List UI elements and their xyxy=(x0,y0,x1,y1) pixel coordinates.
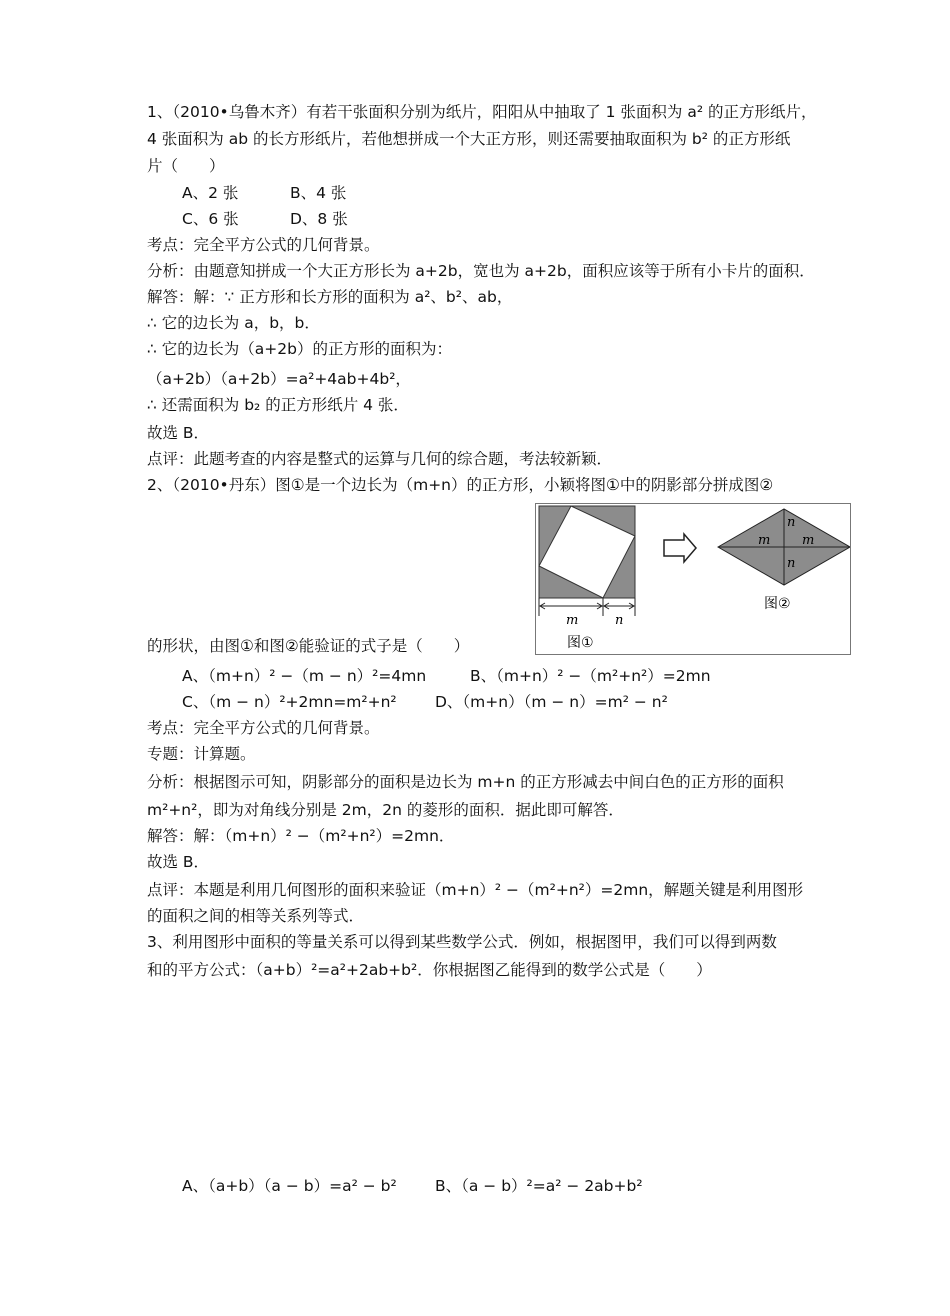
hollow-right-arrow-icon xyxy=(664,534,696,562)
q1-kaodian: 考点：完全平方公式的几何背景。 xyxy=(147,236,380,254)
q1-option-d: D、8 张 xyxy=(290,210,348,228)
q1-option-b: B、4 张 xyxy=(290,184,347,202)
q2-option-b: B、（m+n）² −（m²+n²）=2mn xyxy=(470,667,711,685)
q3-stem-line-2: 和的平方公式：（a+b）²=a²+2ab+b²．你根据图乙能得到的数学公式是（ ） xyxy=(147,961,712,979)
q2-fenxi-1: 分析：根据图示可知，阴影部分的面积是边长为 m+n 的正方形减去中间白色的正方形的面积 xyxy=(147,773,784,791)
q2-dianping-2: 的面积之间的相等关系列等式． xyxy=(147,907,365,925)
q1-fenxi: 分析：由题意知拼成一个大正方形长为 a+2b，宽也为 a+2b，面积应该等于所有小卡片的面积． xyxy=(147,262,815,280)
q2-zhuanti: 专题：计算题。 xyxy=(147,745,256,763)
q3-option-b: B、（a − b）²=a² − 2ab+b² xyxy=(435,1177,643,1195)
figure-1-caption: 图① xyxy=(567,635,594,651)
q2-kaodian: 考点：完全平方公式的几何背景。 xyxy=(147,719,380,737)
q1-jieda-2: ∴ 它的边长为 a，b，b． xyxy=(147,314,320,332)
q1-jieda-4: （a+2b）（a+2b）=a²+4ab+4b²， xyxy=(147,370,411,388)
figure-2-rhombus xyxy=(718,509,850,585)
figure-2-label-m-right: m xyxy=(802,533,815,548)
q1-jieda-1: 解答：解：∵ 正方形和长方形的面积为 a²、b²、ab， xyxy=(147,288,513,306)
q2-option-c: C、（m − n）²+2mn=m²+n² xyxy=(182,693,397,711)
q2-jieda: 解答：解：（m+n）² −（m²+n²）=2mn． xyxy=(147,827,455,845)
figure-2-label-n-top: n xyxy=(787,515,796,530)
q1-jieda-3: ∴ 它的边长为（a+2b）的正方形的面积为： xyxy=(147,340,452,358)
q1-answer: 故选 B． xyxy=(147,424,210,442)
q1-stem-line-1: 1、（2010•乌鲁木齐）有若干张面积分别为纸片，阳阳从中抽取了 1 张面积为 a² 的正方形纸片， xyxy=(147,103,817,121)
q1-stem-line-2: 4 张面积为 ab 的长方形纸片，若他想拼成一个大正方形，则还需要抽取面积为 b² 的正方形纸 xyxy=(147,130,791,148)
figure-2-label-m-left: m xyxy=(758,533,771,548)
q2-figure xyxy=(535,503,851,655)
q2-stem-line-1: 2、（2010•丹东）图①是一个边长为（m+n）的正方形，小颖将图①中的阴影部分拼成图② xyxy=(147,476,774,494)
q1-jieda-5: ∴ 还需面积为 b₂ 的正方形纸片 4 张． xyxy=(147,396,409,414)
q3-option-a: A、（a+b）（a − b）=a² − b² xyxy=(182,1177,397,1195)
figure-1-label-m: m xyxy=(566,613,579,628)
q2-stem-line-2: 的形状，由图①和图②能验证的式子是（ ） xyxy=(147,637,470,655)
q2-option-d: D、（m+n）（m − n）=m² − n² xyxy=(435,693,668,711)
q1-option-a: A、2 张 xyxy=(182,184,239,202)
q1-option-c: C、6 张 xyxy=(182,210,239,228)
q2-fenxi-2: m²+n²，即为对角线分别是 2m，2n 的菱形的面积．据此即可解答． xyxy=(147,801,624,819)
q1-dianping: 点评：此题考查的内容是整式的运算与几何的综合题，考法较新颖． xyxy=(147,450,613,468)
q2-option-a: A、（m+n）² −（m − n）²=4mn xyxy=(182,667,427,685)
figure-2-label-n-bottom: n xyxy=(787,556,796,571)
figure-1-square xyxy=(539,506,635,598)
figure-2-caption: 图② xyxy=(764,596,791,612)
q2-answer: 故选 B． xyxy=(147,853,210,871)
q3-stem-line-1: 3、利用图形中面积的等量关系可以得到某些数学公式．例如，根据图甲，我们可以得到两数 xyxy=(147,933,777,951)
q1-stem-line-3: 片（ ） xyxy=(147,157,225,175)
q2-dianping-1: 点评：本题是利用几何图形的面积来验证（m+n）² −（m²+n²）=2mn，解题关键是利用图形 xyxy=(147,881,804,899)
figure-1-label-n: n xyxy=(615,613,624,628)
